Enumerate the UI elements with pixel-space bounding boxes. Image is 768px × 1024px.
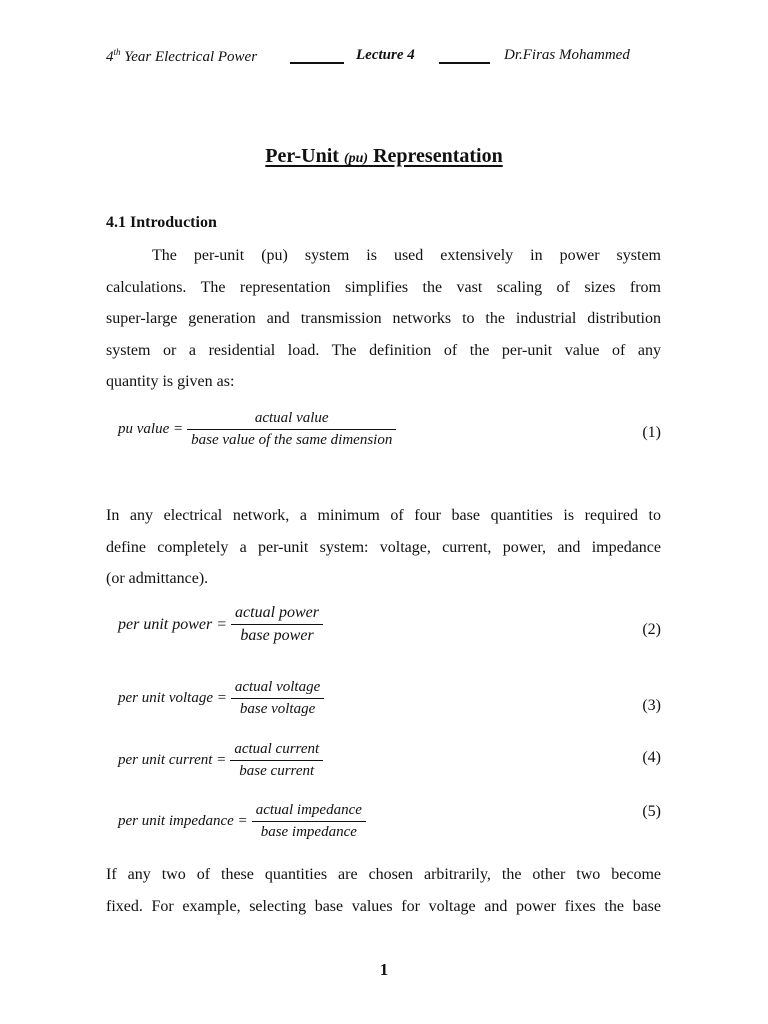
intro-paragraph bbox=[106, 240, 661, 398]
section-heading: 4.1 Introduction bbox=[106, 214, 217, 231]
base-quantities-paragraph bbox=[106, 500, 661, 595]
equation-5 bbox=[118, 802, 366, 841]
page-title bbox=[0, 145, 768, 168]
header-year-superscript: th bbox=[113, 47, 121, 57]
equation-number: (1) bbox=[642, 424, 661, 441]
fraction bbox=[252, 802, 366, 841]
equation-lhs: per unit power = bbox=[118, 615, 228, 633]
equation-4 bbox=[118, 741, 323, 780]
equation-2 bbox=[118, 604, 323, 645]
numerator: actual value bbox=[254, 410, 329, 426]
header-author: Dr.Firas Mohammed bbox=[504, 47, 630, 63]
equation-number: (5) bbox=[642, 803, 661, 820]
closing-line: If any two of these quantities are chosen arbitrarily, the other two become bbox=[106, 866, 661, 883]
equation-lhs: per unit current = bbox=[118, 752, 227, 768]
equation-lhs: per unit voltage = bbox=[118, 690, 227, 706]
base-line: (or admittance). bbox=[106, 570, 209, 587]
equation-number: (2) bbox=[642, 621, 661, 638]
title-abbr: (pu) bbox=[343, 151, 369, 166]
header-year-number: 4 bbox=[106, 49, 114, 65]
denominator: base power bbox=[240, 627, 314, 644]
header-course bbox=[106, 47, 257, 66]
denominator: base current bbox=[239, 763, 315, 779]
numerator: actual voltage bbox=[234, 679, 321, 695]
numerator: actual power bbox=[235, 604, 320, 621]
running-header bbox=[106, 47, 666, 71]
fraction bbox=[230, 741, 323, 780]
closing-line: fixed. For example, selecting base values for voltage and power fixes the base bbox=[106, 897, 661, 915]
intro-line: quantity is given as: bbox=[106, 373, 235, 390]
fraction bbox=[187, 410, 396, 449]
denominator: base value of the same dimension bbox=[191, 432, 393, 448]
intro-line: The per-unit (pu) system is used extensively in power system bbox=[152, 247, 661, 264]
intro-line: system or a residential load. The definition of the per-unit value of any bbox=[106, 341, 661, 359]
equation-number: (4) bbox=[642, 749, 661, 766]
header-rule-right bbox=[439, 62, 490, 64]
equation-lhs: pu value = bbox=[118, 421, 184, 437]
equation-number: (3) bbox=[642, 697, 661, 714]
denominator: base impedance bbox=[260, 824, 357, 840]
equation-1 bbox=[118, 410, 396, 449]
base-line: define completely a per-unit system: voltage, current, power, and impedance bbox=[106, 538, 661, 556]
numerator: actual current bbox=[234, 741, 320, 757]
fraction bbox=[231, 679, 324, 718]
intro-line: super-large generation and transmission networks to the industrial distribution bbox=[106, 310, 661, 327]
page-number: 1 bbox=[379, 960, 389, 979]
closing-paragraph bbox=[106, 859, 661, 922]
title-rest: Representation bbox=[373, 145, 503, 167]
header-course-label: Year Electrical Power bbox=[124, 49, 258, 65]
header-rule-left bbox=[290, 62, 344, 64]
denominator: base voltage bbox=[239, 701, 316, 717]
equation-3 bbox=[118, 679, 324, 718]
header-lecture: Lecture 4 bbox=[356, 47, 415, 63]
numerator: actual impedance bbox=[255, 802, 362, 818]
base-line: In any electrical network, a minimum of four base quantities is required to bbox=[106, 507, 661, 524]
fraction bbox=[231, 604, 323, 645]
intro-line: calculations. The representation simplifies the vast scaling of sizes from bbox=[106, 278, 661, 296]
equation-lhs: per unit impedance = bbox=[118, 813, 248, 829]
title-main: Per-Unit bbox=[265, 145, 339, 167]
